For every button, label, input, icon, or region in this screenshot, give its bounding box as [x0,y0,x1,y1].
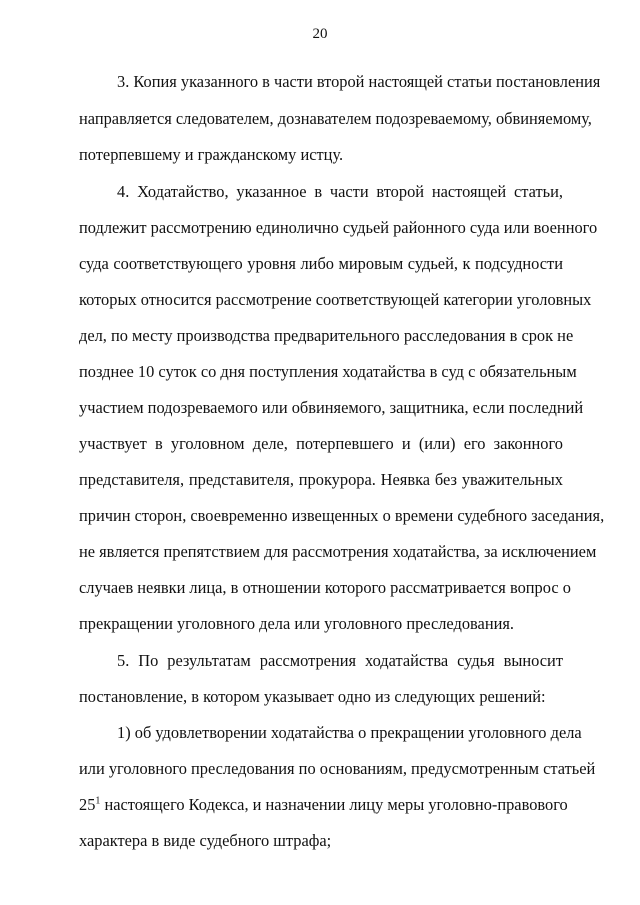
item-1-line-3-text: настоящего Кодекса, и назначении лицу меры уголовно-правового [100,795,568,814]
page-number: 20 [312,26,328,42]
item-1-line-3 [79,795,568,815]
paragraph-4-line-4: которых относится рассмотрение соответствующей категории уголовных [79,290,592,309]
paragraph-4-line-12: случаев неявки лица, в отношении которого рассматривается вопрос о [79,578,571,597]
item-1-line-1: 1) об удовлетворении ходатайства о прекращении уголовного дела [117,723,582,742]
paragraph-5-line-1: 5. По результатам рассмотрения ходатайства судья выносит [117,651,563,670]
paragraph-4-line-1: 4. Ходатайство, указанное в части второй настоящей статьи, [117,182,563,201]
paragraph-3-line-3: потерпевшему и гражданскому истцу. [79,145,344,164]
article-number: 25 [79,795,96,814]
item-1-line-4: характера в виде судебного штрафа; [79,831,332,850]
article-superscript: 1 [95,795,101,807]
paragraph-4-line-13: прекращении уголовного дела или уголовного преследования. [79,614,514,633]
paragraph-4-line-11: не является препятствием для рассмотрения ходатайства, за исключением [79,542,597,561]
paragraph-4-line-5: дел, по месту производства предварительного расследования в срок не [79,326,574,345]
paragraph-4-line-6: позднее 10 суток со дня поступления ходатайства в суд с обязательным [79,362,577,381]
paragraph-4-line-8: участвует в уголовном деле, потерпевшего и (или) его законного [79,434,563,453]
paragraph-3-line-2: направляется следователем, дознавателем подозреваемому, обвиняемому, [79,109,592,128]
item-1-line-2: или уголовного преследования по основаниям, предусмотренным статьей [79,759,596,778]
paragraph-3-line-1: 3. Копия указанного в части второй настоящей статьи постановления [117,72,601,91]
paragraph-4-line-3: суда соответствующего уровня либо мировым судьей, к подсудности [79,254,563,273]
paragraph-4-line-10: причин сторон, своевременно извещенных о времени судебного заседания, [79,506,605,525]
paragraph-4-line-2: подлежит рассмотрению единолично судьей районного суда или военного [79,218,598,237]
paragraph-5-line-2: постановление, в котором указывает одно из следующих решений: [79,687,546,706]
paragraph-4-line-7: участием подозреваемого или обвиняемого, защитника, если последний [79,398,584,417]
paragraph-4-line-9: представителя, представителя, прокурора. Неявка без уважительных [79,470,563,489]
